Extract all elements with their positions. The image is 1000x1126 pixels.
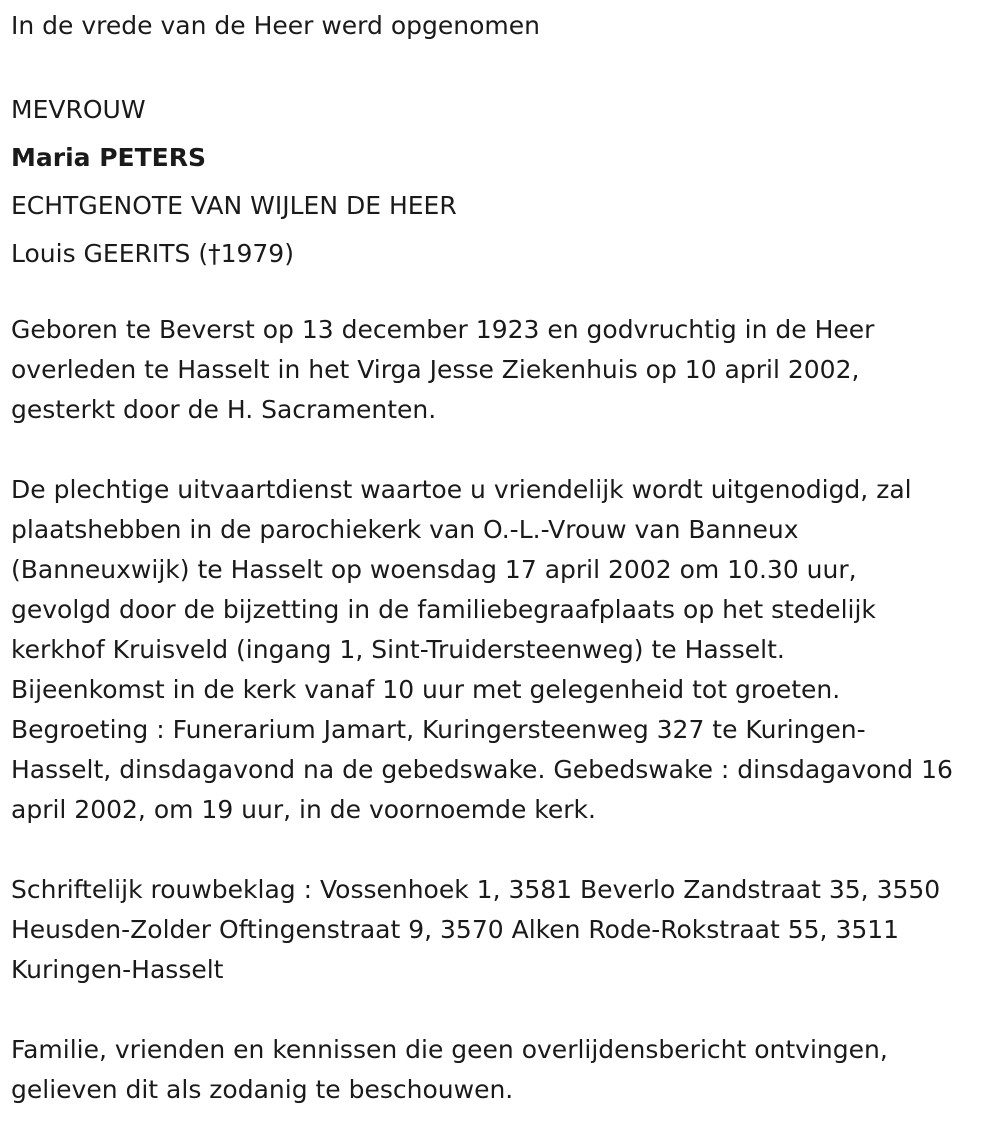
paragraph-line: april 2002, om 19 uur, in de voornoemde kerk. bbox=[11, 795, 596, 824]
spacer bbox=[11, 46, 991, 86]
service-paragraph bbox=[11, 470, 991, 830]
paragraph-line: Familie, vrienden en kennissen die geen overlijdensbericht ontvingen, bbox=[11, 1035, 888, 1064]
closing-paragraph bbox=[11, 1030, 991, 1110]
birth-death-paragraph bbox=[11, 310, 991, 430]
paragraph-line: Kuringen-Hasselt bbox=[11, 955, 224, 984]
paragraph-line: gesterkt door de H. Sacramenten. bbox=[11, 395, 437, 424]
spouse-label: ECHTGENOTE VAN WIJLEN DE HEER bbox=[11, 191, 457, 220]
paragraph-line: Geboren te Beverst op 13 december 1923 en godvruchtig in de Heer bbox=[11, 315, 875, 344]
deceased-name: Maria PETERS bbox=[11, 143, 207, 172]
paragraph-line: Begroeting : Funerarium Jamart, Kuringersteenweg 327 te Kuringen- bbox=[11, 715, 866, 744]
paragraph-line: Hasselt, dinsdagavond na de gebedswake. Gebedswake : dinsdagavond 16 bbox=[11, 755, 953, 784]
spacer bbox=[11, 830, 991, 870]
death-notice bbox=[11, 6, 991, 1110]
intro-text: In de vrede van de Heer werd opgenomen bbox=[11, 11, 540, 40]
paragraph-line: kerkhof Kruisveld (ingang 1, Sint-Truidersteenweg) te Hasselt. bbox=[11, 635, 785, 664]
paragraph-line: gevolgd door de bijzetting in de familiebegraafplaats op het stedelijk bbox=[11, 595, 876, 624]
paragraph-line: overleden te Hasselt in het Virga Jesse Ziekenhuis op 10 april 2002, bbox=[11, 355, 860, 384]
salutation: MEVROUW bbox=[11, 95, 146, 124]
spouse-name: Louis GEERITS (†1979) bbox=[11, 239, 294, 268]
paragraph-line: Bijeenkomst in de kerk vanaf 10 uur met gelegenheid tot groeten. bbox=[11, 675, 841, 704]
spacer bbox=[11, 990, 991, 1030]
condolences-paragraph bbox=[11, 870, 991, 990]
paragraph-line: plaatshebben in de parochiekerk van O.-L.-Vrouw van Banneux bbox=[11, 515, 799, 544]
paragraph-line: gelieven dit als zodanig te beschouwen. bbox=[11, 1075, 514, 1104]
spacer bbox=[11, 278, 991, 310]
paragraph-line: Heusden-Zolder Oftingenstraat 9, 3570 Alken Rode-Rokstraat 55, 3511 bbox=[11, 915, 900, 944]
spacer bbox=[11, 430, 991, 470]
paragraph-line: (Banneuxwijk) te Hasselt op woensdag 17 april 2002 om 10.30 uur, bbox=[11, 555, 857, 584]
paragraph-line: De plechtige uitvaartdienst waartoe u vriendelijk wordt uitgenodigd, zal bbox=[11, 475, 912, 504]
paragraph-line: Schriftelijk rouwbeklag : Vossenhoek 1, 3581 Beverlo Zandstraat 35, 3550 bbox=[11, 875, 941, 904]
